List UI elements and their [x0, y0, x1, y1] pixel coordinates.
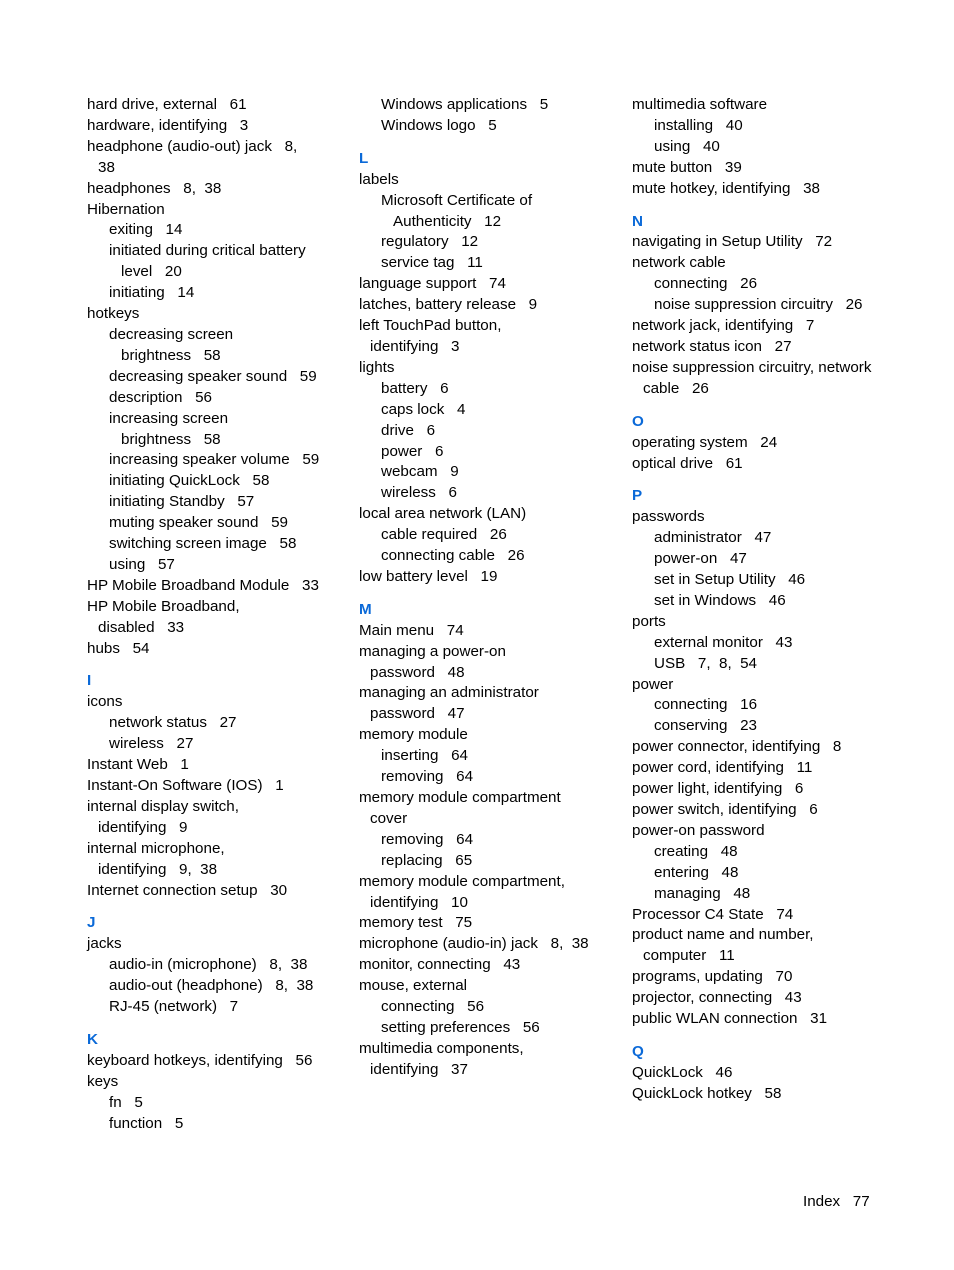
index-subentry: power-on 47: [654, 550, 747, 568]
index-entry: monitor, connecting 43: [359, 956, 521, 974]
index-column-1: [87, 95, 337, 1135]
index-entry: jacks: [87, 935, 122, 953]
index-entry: identifying 9: [98, 818, 188, 836]
index-subentry: removing 64: [381, 768, 474, 786]
index-entry: power switch, identifying 6: [632, 801, 818, 818]
index-subentry: creating 48: [654, 842, 738, 860]
index-entry: keyboard hotkeys, identifying 56: [87, 1051, 313, 1069]
index-subentry: initiating Standby 57: [109, 493, 255, 511]
index-entry: passwords: [632, 508, 705, 526]
index-entry: public WLAN connection 31: [632, 1010, 828, 1028]
index-subentry: audio-in (microphone) 8, 38: [109, 956, 308, 974]
index-subentry: Windows applications 5: [381, 96, 549, 113]
letter-heading: J: [87, 914, 96, 932]
index-subentry: managing 48: [654, 884, 751, 902]
index-subentry: initiating 14: [109, 284, 195, 302]
index-subentry: entering 48: [654, 863, 739, 881]
index-subentry: conserving 23: [654, 717, 757, 735]
index-entry: power light, identifying 6: [632, 780, 804, 798]
index-subentry: brightness 58: [121, 430, 221, 448]
index-subentry: cable required 26: [381, 526, 507, 544]
index-subentry: inserting 64: [381, 747, 468, 765]
index-subentry: USB 7, 8, 54: [654, 654, 757, 672]
index-subentry: increasing screen: [109, 409, 229, 427]
index-entry: local area network (LAN): [359, 505, 527, 523]
index-subentry: drive 6: [381, 421, 436, 439]
index-entry: network cable: [632, 254, 726, 272]
index-entry: icons: [87, 693, 123, 711]
index-subentry: replacing 65: [381, 851, 473, 869]
index-subentry: function 5: [109, 1114, 184, 1132]
index-subentry: connecting cable 26: [381, 547, 525, 565]
index-entry: network status icon 27: [632, 337, 792, 355]
index-subentry: network status 27: [109, 714, 237, 732]
index-entry: HP Mobile Broadband,: [87, 597, 240, 615]
index-subentry: muting speaker sound 59: [109, 514, 288, 532]
letter-heading: P: [632, 487, 643, 505]
index-subentry: set in Windows 46: [654, 591, 786, 609]
index-entry: keys: [87, 1072, 119, 1090]
index-entry: identifying 9, 38: [98, 860, 218, 878]
index-subentry: RJ-45 (network) 7: [109, 998, 239, 1016]
index-subentry: Windows logo 5: [381, 116, 497, 134]
letter-heading: L: [359, 149, 369, 167]
letter-heading: M: [359, 600, 372, 618]
letter-heading: K: [87, 1030, 98, 1048]
index-entry: memory module compartment: [359, 789, 561, 806]
index-subentry: using 40: [654, 137, 720, 155]
index-subentry: setting preferences 56: [381, 1018, 540, 1036]
index-subentry: service tag 11: [381, 254, 483, 272]
index-subentry: initiated during critical battery: [109, 242, 306, 260]
index-subentry: set in Setup Utility 46: [654, 571, 806, 589]
index-entry: multimedia software: [632, 96, 768, 113]
index-entry: password 47: [370, 705, 465, 723]
index-entry: product name and number,: [632, 926, 814, 944]
index-subentry: initiating QuickLock 58: [109, 472, 270, 490]
index-entry: computer 11: [643, 947, 735, 965]
index-entry: power connector, identifying 8: [632, 738, 842, 756]
index-entry: mute button 39: [632, 158, 742, 176]
index-subentry: caps lock 4: [381, 400, 466, 418]
index-subentry: description 56: [109, 388, 212, 406]
index-entry: network jack, identifying 7: [632, 317, 815, 335]
index-entry: identifying 10: [370, 893, 468, 911]
index-subentry: switching screen image 58: [109, 535, 297, 553]
index-entry: headphones 8, 38: [87, 179, 222, 197]
index-entry: Instant Web 1: [87, 756, 189, 774]
letter-heading: N: [632, 212, 643, 230]
letter-heading: O: [632, 412, 644, 430]
index-entry: microphone (audio-in) jack 8, 38: [359, 935, 589, 953]
index-subentry: decreasing screen: [109, 325, 234, 343]
index-entry: memory module: [359, 726, 468, 744]
index-entry: operating system 24: [632, 433, 778, 451]
index-subentry: fn 5: [109, 1093, 143, 1111]
index-entry: left TouchPad button,: [359, 317, 502, 335]
index-entry: memory module compartment,: [359, 872, 565, 890]
index-entry: internal display switch,: [87, 797, 239, 815]
index-entry: identifying 3: [370, 337, 460, 355]
index-entry: navigating in Setup Utility 72: [632, 233, 833, 251]
index-entry: cable 26: [643, 379, 709, 397]
index-subentry: level 20: [121, 263, 182, 281]
index-entry: language support 74: [359, 275, 506, 293]
index-subentry: exiting 14: [109, 221, 183, 239]
index-entry: memory test 75: [359, 914, 473, 932]
index-entry: labels: [359, 170, 399, 188]
index-subentry: administrator 47: [654, 529, 772, 547]
index-entry: Main menu 74: [359, 621, 464, 639]
index-entry: managing a power-on: [359, 642, 506, 660]
index-entry: low battery level 19: [359, 567, 498, 585]
index-entry: HP Mobile Broadband Module 33: [87, 576, 319, 594]
index-entry: headphone (audio-out) jack 8,: [87, 137, 298, 155]
index-subentry: installing 40: [654, 116, 743, 134]
index-entry: multimedia components,: [359, 1039, 524, 1057]
page-footer: Index 77: [803, 1193, 870, 1210]
letter-heading: Q: [632, 1042, 644, 1060]
index-entry: QuickLock 46: [632, 1063, 733, 1081]
index-entry: internal microphone,: [87, 839, 225, 857]
index-entry: programs, updating 70: [632, 968, 793, 986]
index-entry: hard drive, external 61: [87, 96, 247, 113]
index-entry: Processor C4 State 74: [632, 905, 794, 923]
index-entry: hotkeys: [87, 305, 140, 323]
index-entry: Internet connection setup 30: [87, 881, 288, 899]
index-subentry: connecting 56: [381, 998, 485, 1016]
index-entry: hardware, identifying 3: [87, 116, 249, 134]
index-entry: 38: [98, 158, 115, 176]
letter-heading: I: [87, 672, 92, 690]
index-entry: power: [632, 675, 674, 693]
index-column-2: [359, 95, 609, 1081]
index-subentry: noise suppression circuitry 26: [654, 296, 863, 314]
index-entry: hubs 54: [87, 639, 150, 657]
index-subentry: brightness 58: [121, 346, 221, 364]
index-entry: mouse, external: [359, 977, 468, 995]
index-entry: optical drive 61: [632, 454, 743, 472]
index-entry: QuickLock hotkey 58: [632, 1084, 782, 1102]
index-subentry: webcam 9: [381, 463, 459, 481]
index-entry: cover: [370, 809, 408, 827]
index-column-3: [632, 95, 882, 1105]
index-subentry: wireless 27: [109, 735, 194, 753]
index-entry: identifying 37: [370, 1060, 468, 1078]
index-entry: projector, connecting 43: [632, 989, 802, 1007]
index-subentry: Authenticity 12: [393, 212, 502, 230]
index-subentry: removing 64: [381, 830, 474, 848]
index-entry: disabled 33: [98, 618, 185, 636]
index-subentry: regulatory 12: [381, 233, 479, 251]
index-subentry: increasing speaker volume 59: [109, 451, 320, 469]
index-entry: ports: [632, 612, 666, 630]
index-subentry: decreasing speaker sound 59: [109, 367, 317, 385]
index-entry: noise suppression circuitry, network: [632, 358, 872, 376]
index-entry: latches, battery release 9: [359, 296, 538, 314]
index-subentry: power 6: [381, 442, 444, 460]
index-subentry: external monitor 43: [654, 633, 793, 651]
index-subentry: audio-out (headphone) 8, 38: [109, 977, 314, 995]
index-subentry: Microsoft Certificate of: [381, 191, 533, 209]
index-entry: power cord, identifying 11: [632, 759, 813, 777]
index-entry: Hibernation: [87, 200, 165, 218]
index-subentry: using 57: [109, 555, 175, 573]
index-entry: mute hotkey, identifying 38: [632, 179, 820, 197]
index-subentry: connecting 26: [654, 275, 758, 293]
index-entry: power-on password: [632, 821, 765, 839]
index-entry: Instant-On Software (IOS) 1: [87, 777, 284, 794]
index-subentry: connecting 16: [654, 696, 758, 714]
index-subentry: wireless 6: [381, 484, 457, 502]
index-subentry: battery 6: [381, 379, 449, 397]
index-entry: password 48: [370, 663, 465, 681]
index-entry: managing an administrator: [359, 684, 539, 702]
index-entry: lights: [359, 358, 395, 376]
